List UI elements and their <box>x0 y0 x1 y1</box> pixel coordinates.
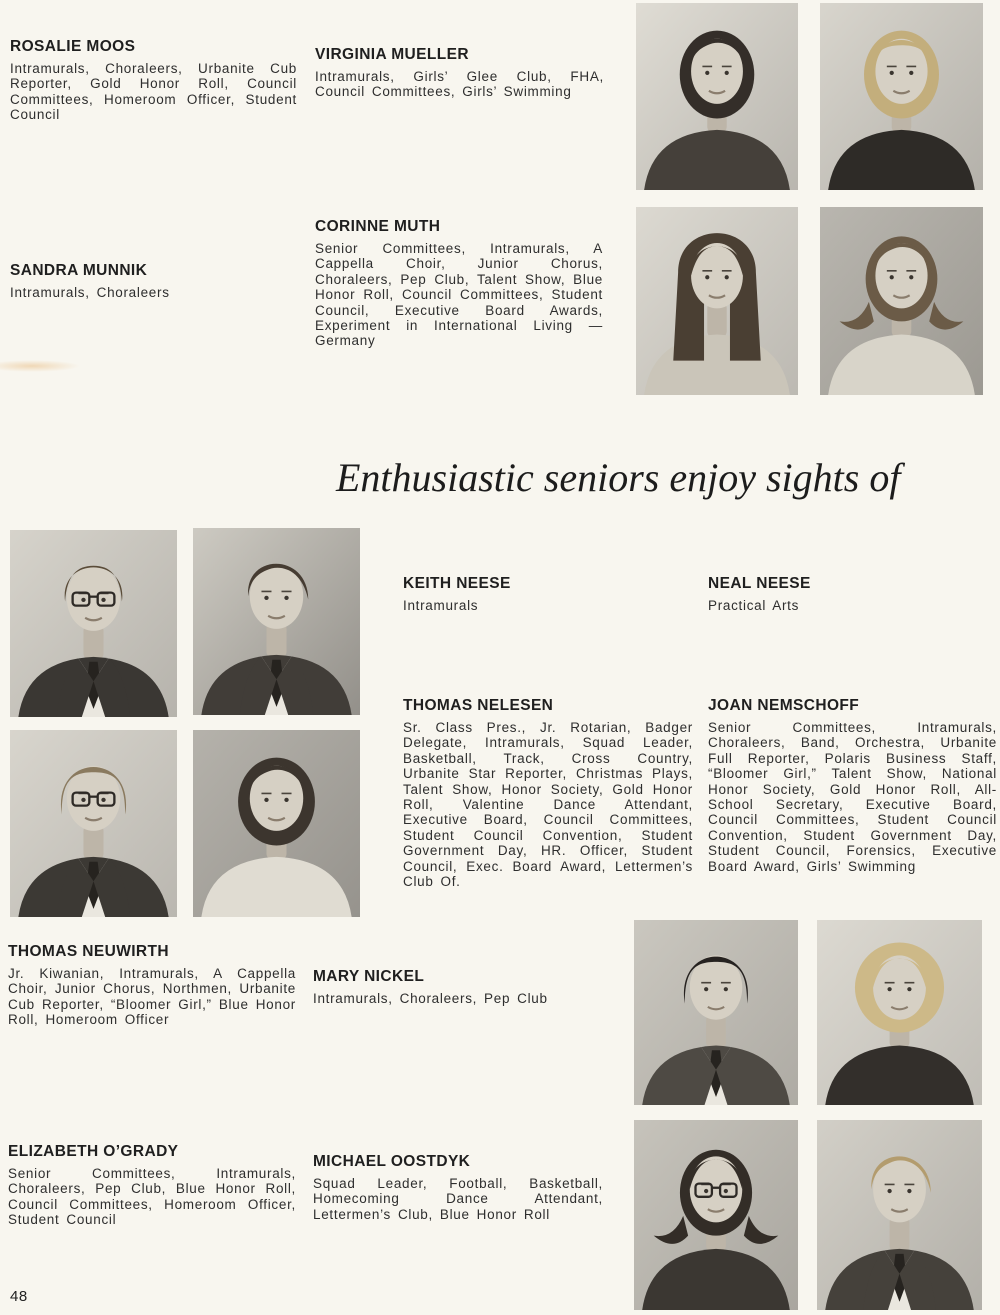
student-name: SANDRA MUNNIK <box>10 262 148 279</box>
yearbook-portrait-photo <box>193 528 360 715</box>
student-name: ELIZABETH O’GRADY <box>8 1143 179 1160</box>
entry-corinne-muth <box>315 218 603 349</box>
student-name: CORINNE MUTH <box>315 218 441 235</box>
student-activities: Intramurals, Girls’ Glee Club, FHA, Council Committees, Girls’ Swimming <box>315 69 604 100</box>
scan-artifact <box>0 360 80 372</box>
entry-joan-nemschoff <box>708 697 997 874</box>
entry-keith-neese <box>403 575 693 613</box>
entry-virginia-mueller <box>315 46 604 100</box>
student-name: NEAL NEESE <box>708 575 811 592</box>
student-activities: Intramurals, Choraleers <box>10 285 170 300</box>
yearbook-portrait-photo <box>10 730 177 917</box>
student-name: ROSALIE MOOS <box>10 38 136 55</box>
entry-thomas-nelesen <box>403 697 693 889</box>
student-activities: Senior Committees, Intramurals, Choraleers, Pep Club, Blue Honor Roll, Council Committees, Homeroom Officer, Student Council <box>8 1166 296 1228</box>
student-activities: Sr. Class Pres., Jr. Rotarian, Badger Delegate, Intramurals, Squad Leader, Basketball, Track, Cross Country, Urbanite Star Reporter, Christmas Plays, Talent Show, Honor Society, Gold Honor Roll, Valentine Dance Attendant, Executive Board, Council Committees, Student Council Convention, Student Government Day, HR. Officer, Student Council, Exec. Board Award, Lettermen’s Club Of. <box>403 720 693 890</box>
student-name: THOMAS NELESEN <box>403 697 554 714</box>
entry-neal-neese <box>708 575 995 613</box>
yearbook-portrait-photo <box>820 3 983 190</box>
entry-elizabeth-ogrady <box>8 1143 296 1228</box>
yearbook-portrait-photo <box>817 920 982 1105</box>
student-activities: Intramurals, Choraleers, Urbanite Cub Reporter, Gold Honor Roll, Council Committees, Homeroom Officer, Student Council <box>10 61 297 123</box>
yearbook-portrait-photo <box>634 1120 798 1310</box>
entry-mary-nickel <box>313 968 603 1006</box>
student-activities: Intramurals, Choraleers, Pep Club <box>313 991 548 1006</box>
yearbook-portrait-photo <box>634 920 798 1105</box>
student-name: MICHAEL OOSTDYK <box>313 1153 471 1170</box>
student-name: JOAN NEMSCHOFF <box>708 697 860 714</box>
student-activities: Jr. Kiwanian, Intramurals, A Cappella Choir, Junior Chorus, Northmen, Urbanite Cub Reporter, “Bloomer Girl,” Blue Honor Roll, Homeroom Officer <box>8 966 296 1028</box>
student-activities: Practical Arts <box>708 598 800 613</box>
entry-rosalie-moos <box>10 38 297 123</box>
yearbook-portrait-photo <box>820 207 983 395</box>
student-activities: Squad Leader, Football, Basketball, Homecoming Dance Attendant, Lettermen’s Club, Blue Honor Roll <box>313 1176 603 1222</box>
entry-michael-oostdyk <box>313 1153 603 1222</box>
page-number: 48 <box>10 1288 28 1305</box>
section-headline: Enthusiastic seniors enjoy sights of <box>336 455 901 500</box>
student-activities: Senior Committees, Intramurals, Choraleers, Band, Orchestra, Urbanite Full Reporter, Polaris Business Staff, “Bloomer Girl,” Talent Show, National Honor Society, Gold Honor Roll, All-School Secretary, Executive Board, Council Committees, Student Council Convention, Student Government Day, Student Council, Forensics, Executive Board Award, Girls’ Swimming <box>708 720 997 874</box>
yearbook-portrait-photo <box>817 1120 982 1310</box>
yearbook-portrait-photo <box>193 730 360 917</box>
student-activities: Intramurals <box>403 598 479 613</box>
student-name: THOMAS NEUWIRTH <box>8 943 169 960</box>
student-name: KEITH NEESE <box>403 575 511 592</box>
yearbook-portrait-photo <box>10 530 177 717</box>
student-name: VIRGINIA MUELLER <box>315 46 469 63</box>
student-name: MARY NICKEL <box>313 968 425 985</box>
entry-sandra-munnik <box>10 262 297 300</box>
yearbook-portrait-photo <box>636 207 798 395</box>
entry-thomas-neuwirth <box>8 943 296 1028</box>
student-activities: Senior Committees, Intramurals, A Cappella Choir, Junior Chorus, Choraleers, Pep Club, Talent Show, Blue Honor Roll, Council Committees, Student Council, Executive Board Awards, Experiment in International Living — Germany <box>315 241 603 349</box>
yearbook-portrait-photo <box>636 3 798 190</box>
